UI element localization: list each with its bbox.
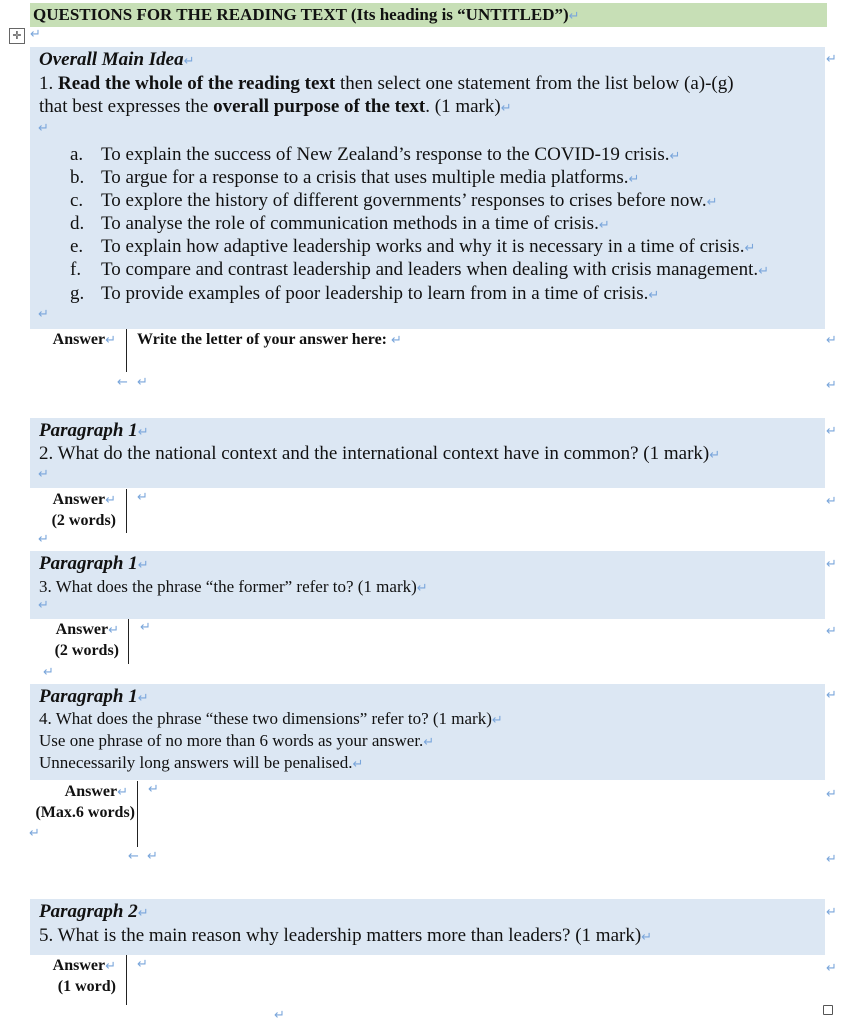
row-end-mark-icon: ↵ <box>826 378 837 393</box>
row-end-mark-icon: ↵ <box>826 557 837 572</box>
paragraph-mark-icon: ↵ <box>30 27 41 42</box>
answer-cell-divider <box>126 955 127 1005</box>
q4-answer-label: Answer↵ <box>64 783 128 800</box>
paragraph-mark-icon: ↵ <box>38 532 49 547</box>
paragraph-mark-icon: ↵ <box>147 849 158 864</box>
q2-answer-hint: (2 words) <box>51 512 116 529</box>
paragraph-mark-icon: ↵ <box>38 598 49 613</box>
answer-cell-divider <box>137 781 138 847</box>
q4-prompt: 4. What does the phrase “these two dimensions” refer to? (1 mark)↵ <box>39 709 503 728</box>
q4-penalty-note: Unnecessarily long answers will be penalised.↵ <box>39 753 364 772</box>
paragraph-mark-icon: ↵ <box>38 467 49 482</box>
row-end-mark-icon: ↵ <box>826 688 837 703</box>
q4-title: Paragraph 1↵ <box>39 686 149 707</box>
q1-title: Overall Main Idea↵ <box>39 49 195 70</box>
q3-title: Paragraph 1↵ <box>39 553 149 574</box>
paragraph-mark-icon: ↵ <box>29 826 40 841</box>
paragraph-mark-icon: ↵ <box>137 375 148 390</box>
cell-end-mark-icon: ← <box>128 849 139 864</box>
q2-answer-label: Answer↵ <box>52 491 116 508</box>
q5-prompt: 5. What is the main reason why leadership matters more than leaders? (1 mark)↵ <box>39 925 653 946</box>
option-letter: c. <box>70 190 84 211</box>
option-g-text: To provide examples of poor leadership to learn from in a time of crisis.↵ <box>101 283 660 304</box>
row-end-mark-icon: ↵ <box>826 52 837 67</box>
q4-answer-input[interactable] <box>142 781 822 847</box>
q1-answer-instruction: Write the letter of your answer here: ↵ <box>137 331 402 348</box>
q1-answer-label: Answer↵ <box>52 331 116 348</box>
q2-title: Paragraph 1↵ <box>39 420 149 441</box>
q3-prompt: 3. What does the phrase “the former” refer to? (1 mark)↵ <box>39 577 428 596</box>
table-move-handle-icon[interactable]: ✛ <box>9 28 25 44</box>
section-header: QUESTIONS FOR THE READING TEXT (Its heading is “UNTITLED”)↵ <box>33 5 580 24</box>
option-letter: a. <box>70 144 84 165</box>
option-e-text: To explain how adaptive leadership works and why it is necessary in a time of crisis.↵ <box>101 236 756 257</box>
paragraph-mark-icon: ↵ <box>43 665 54 680</box>
q3-answer-label: Answer↵ <box>55 621 119 638</box>
option-letter: d. <box>70 213 85 234</box>
option-letter: g. <box>70 283 85 304</box>
q1-prompt-line-1: 1. Read the whole of the reading text then select one statement from the list below (a)-(g) <box>39 73 734 94</box>
q5-answer-input[interactable] <box>132 955 822 1005</box>
q5-answer-hint: (1 word) <box>57 978 116 995</box>
row-end-mark-icon: ↵ <box>826 494 837 509</box>
option-b-text: To argue for a response to a crisis that uses multiple media platforms.↵ <box>101 167 640 188</box>
q4-answer-hint: (Max.6 words) <box>35 804 135 821</box>
table-resize-handle-icon[interactable] <box>823 1005 833 1015</box>
paragraph-mark-icon: ↵ <box>137 957 148 972</box>
answer-cell-divider <box>128 619 129 664</box>
q2-answer-input[interactable] <box>132 489 822 533</box>
row-end-mark-icon: ↵ <box>826 624 837 639</box>
row-end-mark-icon: ↵ <box>826 905 837 920</box>
row-end-mark-icon: ↵ <box>826 333 837 348</box>
paragraph-mark-icon: ↵ <box>38 307 49 322</box>
option-d-text: To analyse the role of communication methods in a time of crisis.↵ <box>101 213 610 234</box>
answer-cell-divider <box>126 329 127 372</box>
option-letter: b. <box>70 167 85 188</box>
option-a-text: To explain the success of New Zealand’s response to the COVID-19 crisis.↵ <box>101 144 681 165</box>
cell-end-mark-icon: ← <box>117 375 128 390</box>
q3-answer-input[interactable] <box>134 619 822 664</box>
q1-prompt-line-2: that best expresses the overall purpose of the text. (1 mark)↵ <box>39 96 512 117</box>
q4-instruction: Use one phrase of no more than 6 words as your answer.↵ <box>39 731 435 750</box>
row-end-mark-icon: ↵ <box>826 424 837 439</box>
paragraph-mark-icon: ↵ <box>148 782 159 797</box>
row-end-mark-icon: ↵ <box>826 787 837 802</box>
paragraph-mark-icon: ↵ <box>38 121 49 136</box>
paragraph-mark-icon: ↵ <box>137 490 148 505</box>
q5-title: Paragraph 2↵ <box>39 901 149 922</box>
option-c-text: To explore the history of different governments’ responses to crises before now.↵ <box>101 190 718 211</box>
row-end-mark-icon: ↵ <box>826 852 837 867</box>
option-letter: e. <box>70 236 84 257</box>
option-letter: f. <box>70 259 82 280</box>
q1-answer-input[interactable] <box>132 340 822 390</box>
paragraph-mark-icon: ↵ <box>140 620 151 635</box>
q2-prompt: 2. What do the national context and the international context have in common? (1 mark)↵ <box>39 443 721 464</box>
row-end-mark-icon: ↵ <box>826 961 837 976</box>
q3-answer-hint: (2 words) <box>54 642 119 659</box>
option-f-text: To compare and contrast leadership and leaders when dealing with crisis management.↵ <box>101 259 770 280</box>
answer-cell-divider <box>126 489 127 533</box>
paragraph-mark-icon: ↵ <box>274 1008 285 1023</box>
q5-answer-label: Answer↵ <box>52 957 116 974</box>
